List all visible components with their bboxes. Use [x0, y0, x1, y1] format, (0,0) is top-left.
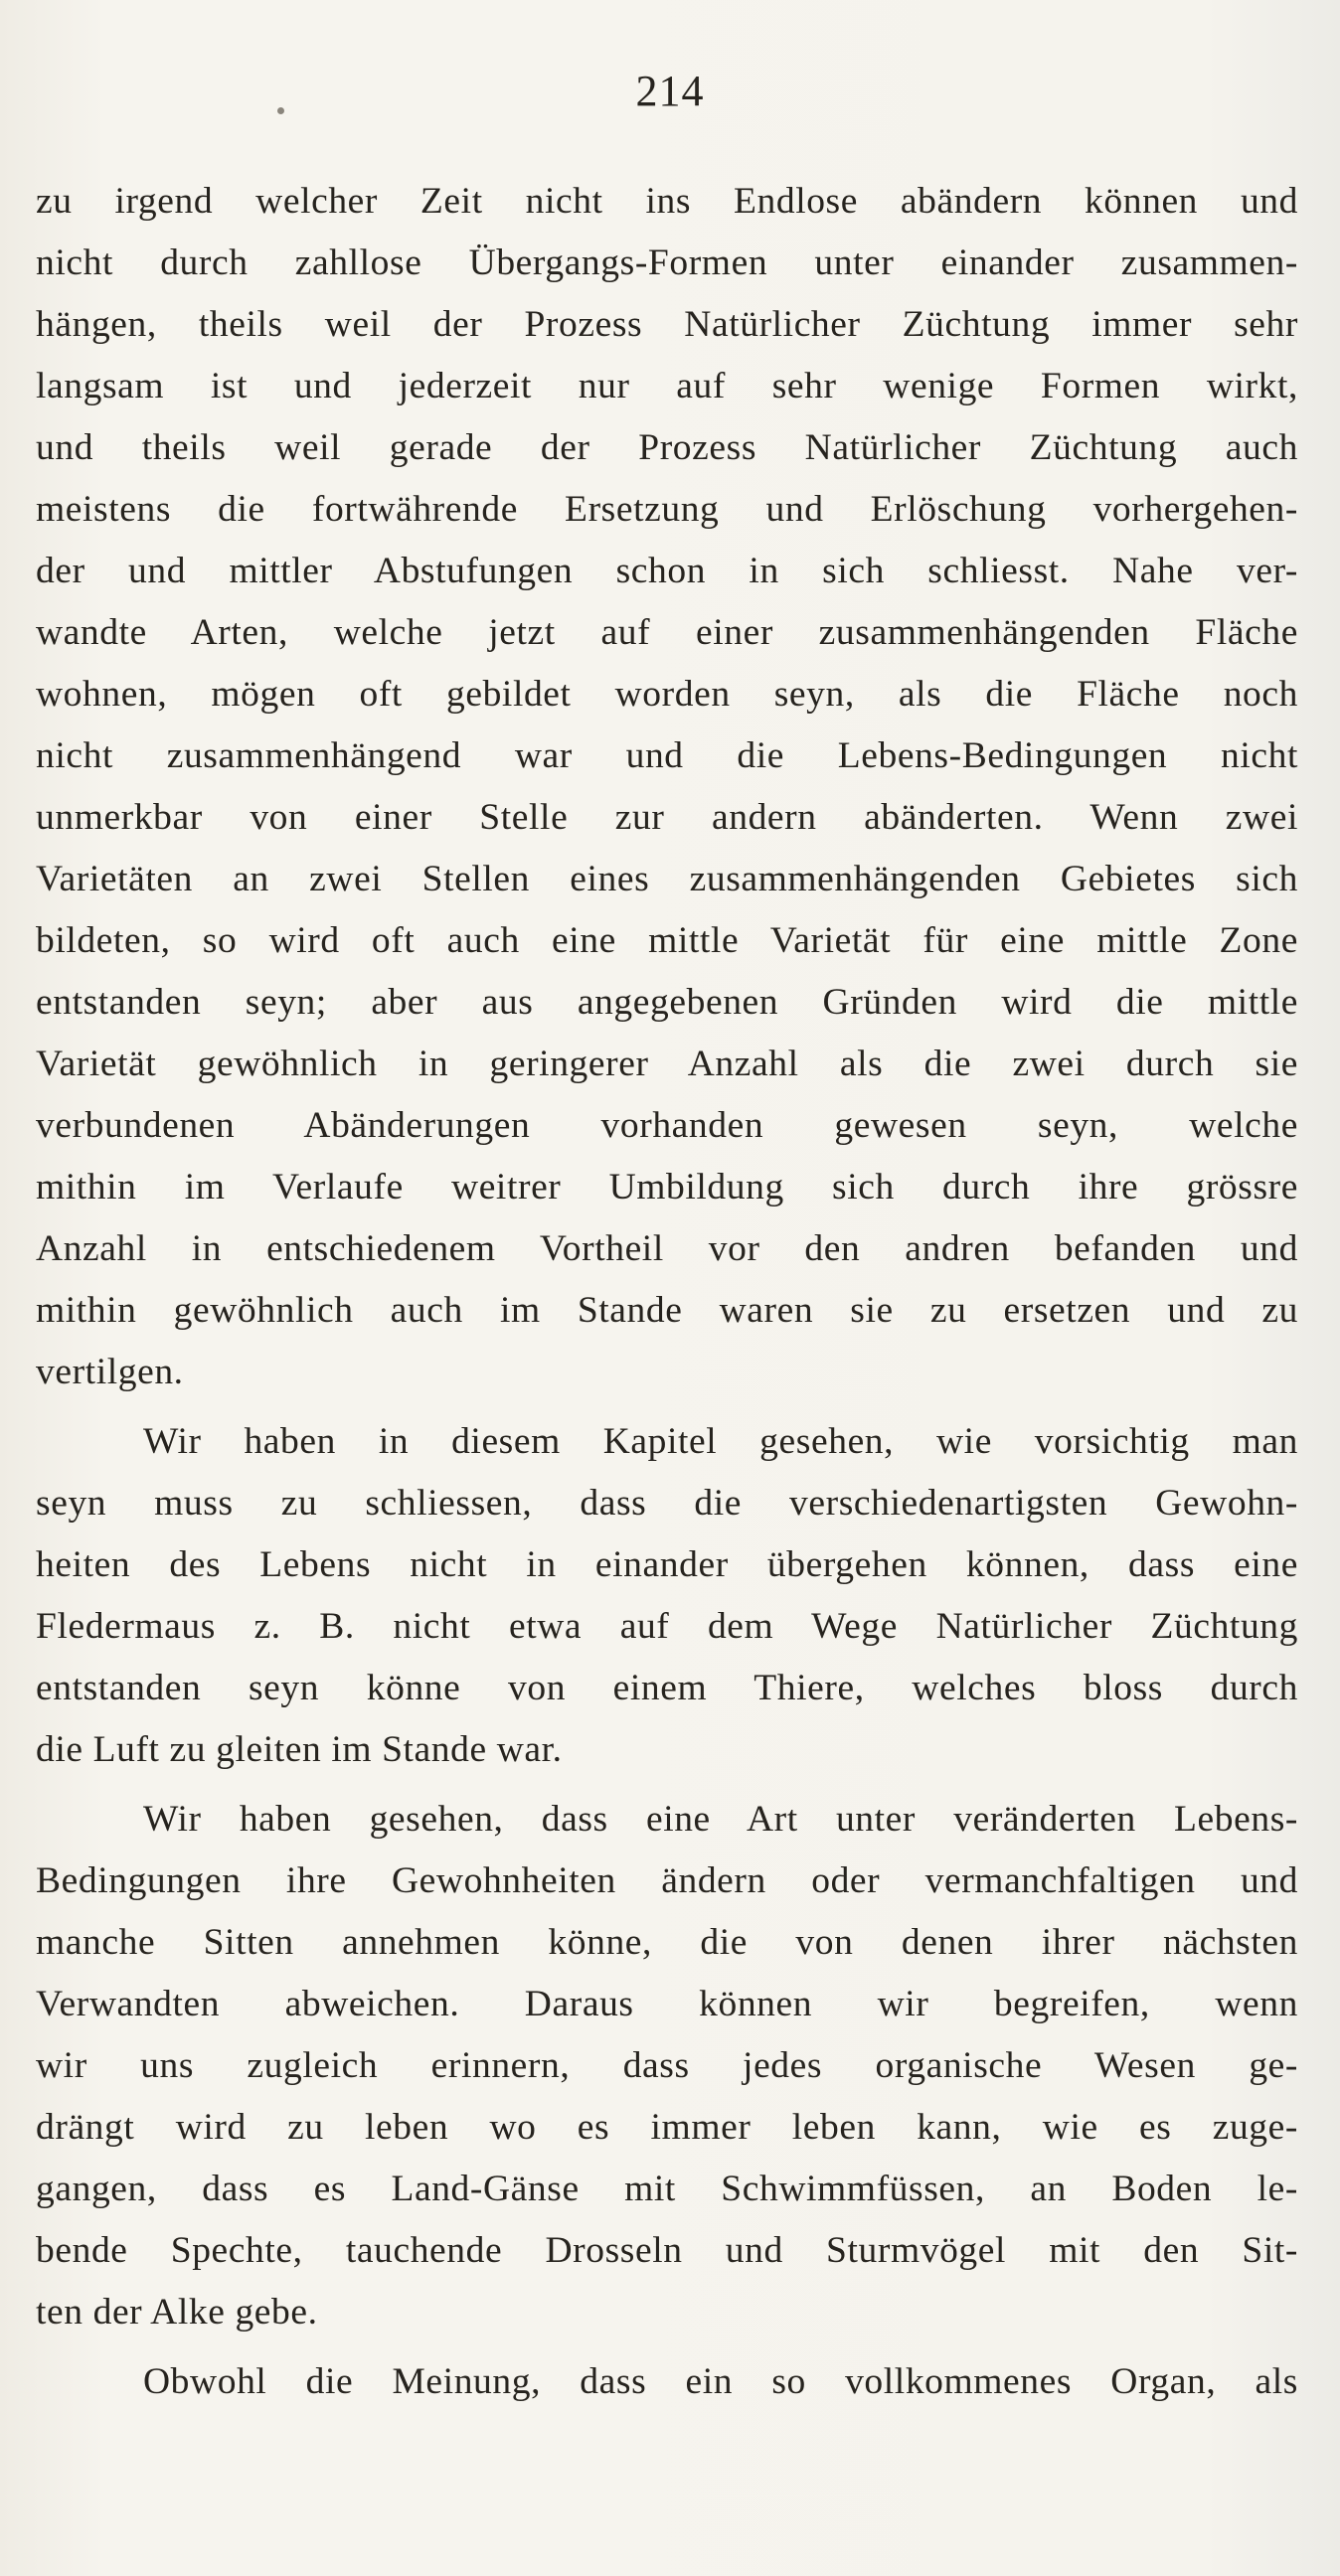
paragraph-4: [36, 2351, 1298, 2413]
ink-speck: [277, 107, 284, 114]
text-line: mithin gewöhnlich auch im Stande waren sie zu ersetzen und zu: [36, 1290, 1298, 1331]
text-line: drängt wird zu leben wo es immer leben kann, wie es zuge-: [36, 2107, 1298, 2148]
text-line: Bedingungen ihre Gewohnheiten ändern oder vermanchfaltigen und: [36, 1860, 1298, 1901]
text-line: Varietäten an zwei Stellen eines zusammenhängenden Gebietes sich: [36, 859, 1298, 899]
text-line: zu irgend welcher Zeit nicht ins Endlose abändern können und: [36, 181, 1298, 222]
text-line: vertilgen.: [36, 1352, 184, 1392]
body-text: [36, 171, 1298, 2413]
text-line: seyn muss zu schliessen, dass die verschiedenartigsten Gewohn-: [36, 1483, 1298, 1524]
text-line: Obwohl die Meinung, dass ein so vollkommenes Organ, als: [143, 2361, 1298, 2402]
text-line: heiten des Lebens nicht in einander übergehen können, dass eine: [36, 1544, 1298, 1585]
text-line: mithin im Verlaufe weitrer Umbildung sich durch ihre grössre: [36, 1167, 1298, 1208]
text-line: nicht zusammenhängend war und die Lebens-Bedingungen nicht: [36, 735, 1298, 776]
text-line: gangen, dass es Land-Gänse mit Schwimmfüssen, an Boden le-: [36, 2169, 1298, 2209]
text-line: hängen, theils weil der Prozess Natürlicher Züchtung immer sehr: [36, 304, 1298, 345]
text-line: bende Spechte, tauchende Drosseln und Sturmvögel mit den Sit-: [36, 2230, 1298, 2271]
text-line: der und mittler Abstufungen schon in sich schliesst. Nahe ver-: [36, 551, 1298, 591]
text-line: Wir haben in diesem Kapitel gesehen, wie vorsichtig man: [143, 1421, 1298, 1462]
text-line: meistens die fortwährende Ersetzung und Erlöschung vorhergehen-: [36, 489, 1298, 530]
paragraph-3: [36, 1789, 1298, 2343]
text-line: Anzahl in entschiedenem Vortheil vor den andren befanden und: [36, 1228, 1298, 1269]
text-line: unmerkbar von einer Stelle zur andern abänderten. Wenn zwei: [36, 797, 1298, 838]
text-line: manche Sitten annehmen könne, die von denen ihrer nächsten: [36, 1922, 1298, 1963]
paragraph-2: [36, 1411, 1298, 1781]
text-line: Varietät gewöhnlich in geringerer Anzahl als die zwei durch sie: [36, 1044, 1298, 1084]
text-line: Wir haben gesehen, dass eine Art unter veränderten Lebens-: [143, 1799, 1298, 1840]
text-line: wandte Arten, welche jetzt auf einer zusammenhängenden Fläche: [36, 612, 1298, 653]
paragraph-1: [36, 171, 1298, 1403]
text-line: ten der Alke gebe.: [36, 2292, 318, 2333]
text-line: Verwandten abweichen. Daraus können wir begreifen, wenn: [36, 1984, 1298, 2024]
text-line: und theils weil gerade der Prozess Natürlicher Züchtung auch: [36, 427, 1298, 468]
text-line: die Luft zu gleiten im Stande war.: [36, 1729, 563, 1770]
text-line: entstanden seyn; aber aus angegebenen Gründen wird die mittle: [36, 982, 1298, 1023]
text-line: wir uns zugleich erinnern, dass jedes organische Wesen ge-: [36, 2045, 1298, 2086]
text-line: langsam ist und jederzeit nur auf sehr wenige Formen wirkt,: [36, 366, 1298, 406]
text-line: wohnen, mögen oft gebildet worden seyn, als die Fläche noch: [36, 674, 1298, 715]
page-number: 214: [635, 67, 705, 115]
text-line: bildeten, so wird oft auch eine mittle Varietät für eine mittle Zone: [36, 920, 1298, 961]
text-line: entstanden seyn könne von einem Thiere, welches bloss durch: [36, 1668, 1298, 1708]
text-line: Fledermaus z. B. nicht etwa auf dem Wege Natürlicher Züchtung: [36, 1606, 1298, 1647]
text-line: verbundenen Abänderungen vorhanden gewesen seyn, welche: [36, 1105, 1298, 1146]
text-line: nicht durch zahllose Übergangs-Formen unter einander zusammen-: [36, 242, 1298, 283]
